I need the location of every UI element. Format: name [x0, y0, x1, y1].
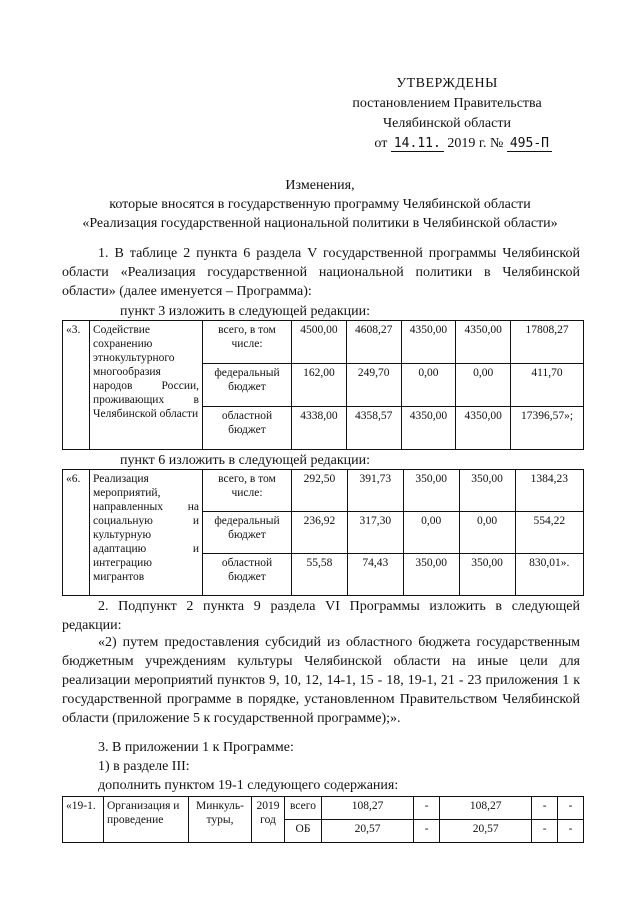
- paragraph-3: 2. Подпункт 2 пункта 9 раздела VI Программы изложить в следующей редакции:: [62, 599, 580, 633]
- value-cell: 554,22: [515, 512, 583, 554]
- approval-number: 495-П: [507, 136, 552, 152]
- value-cell: 4350,00: [456, 407, 511, 450]
- table-item-3: [62, 320, 584, 450]
- paragraph-5: 3. В приложении 1 к Программе:: [98, 740, 294, 755]
- row-number: «19-1.: [63, 797, 104, 843]
- heading-line3: «Реализация государственной национальной политики в Челябинской области»: [82, 216, 558, 231]
- table-item-19-1: [62, 796, 584, 843]
- paragraph-7: дополнить пунктом 19-1 следующего содержания:: [98, 778, 399, 793]
- value-cell: 350,00: [403, 554, 459, 596]
- approval-stamp: [342, 74, 552, 154]
- value-cell: 17396,57»;: [511, 407, 584, 450]
- value-cell: -: [558, 797, 584, 820]
- heading-line1: Изменения,: [285, 178, 355, 193]
- value-cell: 74,43: [347, 554, 403, 596]
- source-label: ОБ: [285, 820, 322, 843]
- row-number: «6.: [63, 470, 90, 596]
- value-cell: 236,92: [292, 512, 348, 554]
- approval-date: 14.11.: [391, 136, 444, 152]
- approval-year: 2019 г. №: [447, 136, 504, 151]
- value-cell: 0,00: [401, 364, 456, 407]
- value-cell: 108,27: [322, 797, 414, 820]
- value-cell: 350,00: [403, 470, 459, 512]
- value-cell: 292,50: [292, 470, 348, 512]
- value-cell: 350,00: [459, 470, 515, 512]
- value-cell: 411,70: [511, 364, 584, 407]
- value-cell: 350,00: [459, 554, 515, 596]
- value-cell: 17808,27: [511, 321, 584, 364]
- value-cell: 4338,00: [292, 407, 347, 450]
- value-cell: 4350,00: [401, 407, 456, 450]
- value-cell: 108,27: [440, 797, 532, 820]
- value-cell: -: [414, 820, 440, 843]
- table-row: [63, 470, 584, 512]
- value-cell: 4350,00: [401, 321, 456, 364]
- paragraph-4: «2) путем предоставления субсидий из областного бюджета государственным бюджетным учреждениям культуры Челябинской области на иные цели для реализации мероприятий пунктов 9, 10, 12, 14-1, 15 - 18, 19-1, 21 - 23 приложения 1 к государственной программе в порядке, установленном Правительством Челябинской области (приложение 5 к государственной программе);».: [62, 635, 580, 726]
- approved-line3: Челябинской области: [383, 116, 511, 131]
- value-cell: 20,57: [322, 820, 414, 843]
- value-cell: 317,30: [347, 512, 403, 554]
- budget-label: федеральный бюджет: [203, 364, 292, 407]
- budget-label: областной бюджет: [203, 407, 292, 450]
- budget-label: федеральный бюджет: [203, 512, 292, 554]
- value-cell: 0,00: [403, 512, 459, 554]
- value-cell: 4608,27: [346, 321, 401, 364]
- paragraph-2-sub: пункт 6 изложить в следующей редакции:: [120, 453, 370, 468]
- paragraph-1: 1. В таблице 2 пункта 6 раздела V государственной программы Челябинской области «Реализация государственной национальной политики в Челябинской области» (далее именуется – Программа):: [62, 246, 580, 299]
- budget-label: всего, в том числе:: [203, 321, 292, 364]
- source-label: всего: [285, 797, 322, 820]
- budget-label: областной бюджет: [203, 554, 292, 596]
- value-cell: 391,73: [347, 470, 403, 512]
- measure-name: Организация и проведение: [104, 797, 189, 843]
- value-cell: -: [558, 820, 584, 843]
- value-cell: -: [532, 797, 558, 820]
- value-cell: 162,00: [292, 364, 347, 407]
- year: 2019 год: [252, 797, 285, 843]
- paragraph-1-sub: пункт 3 изложить в следующей редакции:: [120, 304, 370, 319]
- heading-line2: которые вносятся в государственную программу Челябинской области: [109, 197, 531, 212]
- table-row: [63, 797, 584, 820]
- value-cell: 0,00: [456, 364, 511, 407]
- value-cell: 0,00: [459, 512, 515, 554]
- measure-name: Реализация мероприятий, направленных на социальную и культурную адаптацию и интеграцию мигрантов: [90, 470, 203, 596]
- value-cell: 55,58: [292, 554, 348, 596]
- value-cell: 4500,00: [292, 321, 347, 364]
- value-cell: 830,01».: [515, 554, 583, 596]
- value-cell: 20,57: [440, 820, 532, 843]
- value-cell: 4350,00: [456, 321, 511, 364]
- document-heading: [40, 176, 600, 233]
- value-cell: -: [532, 820, 558, 843]
- value-cell: 1384,23: [515, 470, 583, 512]
- row-number: «3.: [63, 321, 90, 450]
- executor: Минкуль-туры,: [189, 797, 252, 843]
- paragraph-6: 1) в разделе III:: [98, 759, 190, 774]
- approved-title: УТВЕРЖДЕНЫ: [396, 76, 498, 91]
- measure-name: Содействие сохранению этнокультурного многообразия народов России, проживающих в Челябинской области: [90, 321, 203, 450]
- value-cell: 249,70: [346, 364, 401, 407]
- approved-line2: постановлением Правительства: [352, 96, 542, 111]
- value-cell: 4358,57: [346, 407, 401, 450]
- table-row: [63, 321, 584, 364]
- value-cell: -: [414, 797, 440, 820]
- date-prefix: от: [374, 136, 388, 151]
- approved-date-line: [342, 134, 552, 154]
- budget-label: всего, в том числе:: [203, 470, 292, 512]
- table-item-6: [62, 469, 584, 596]
